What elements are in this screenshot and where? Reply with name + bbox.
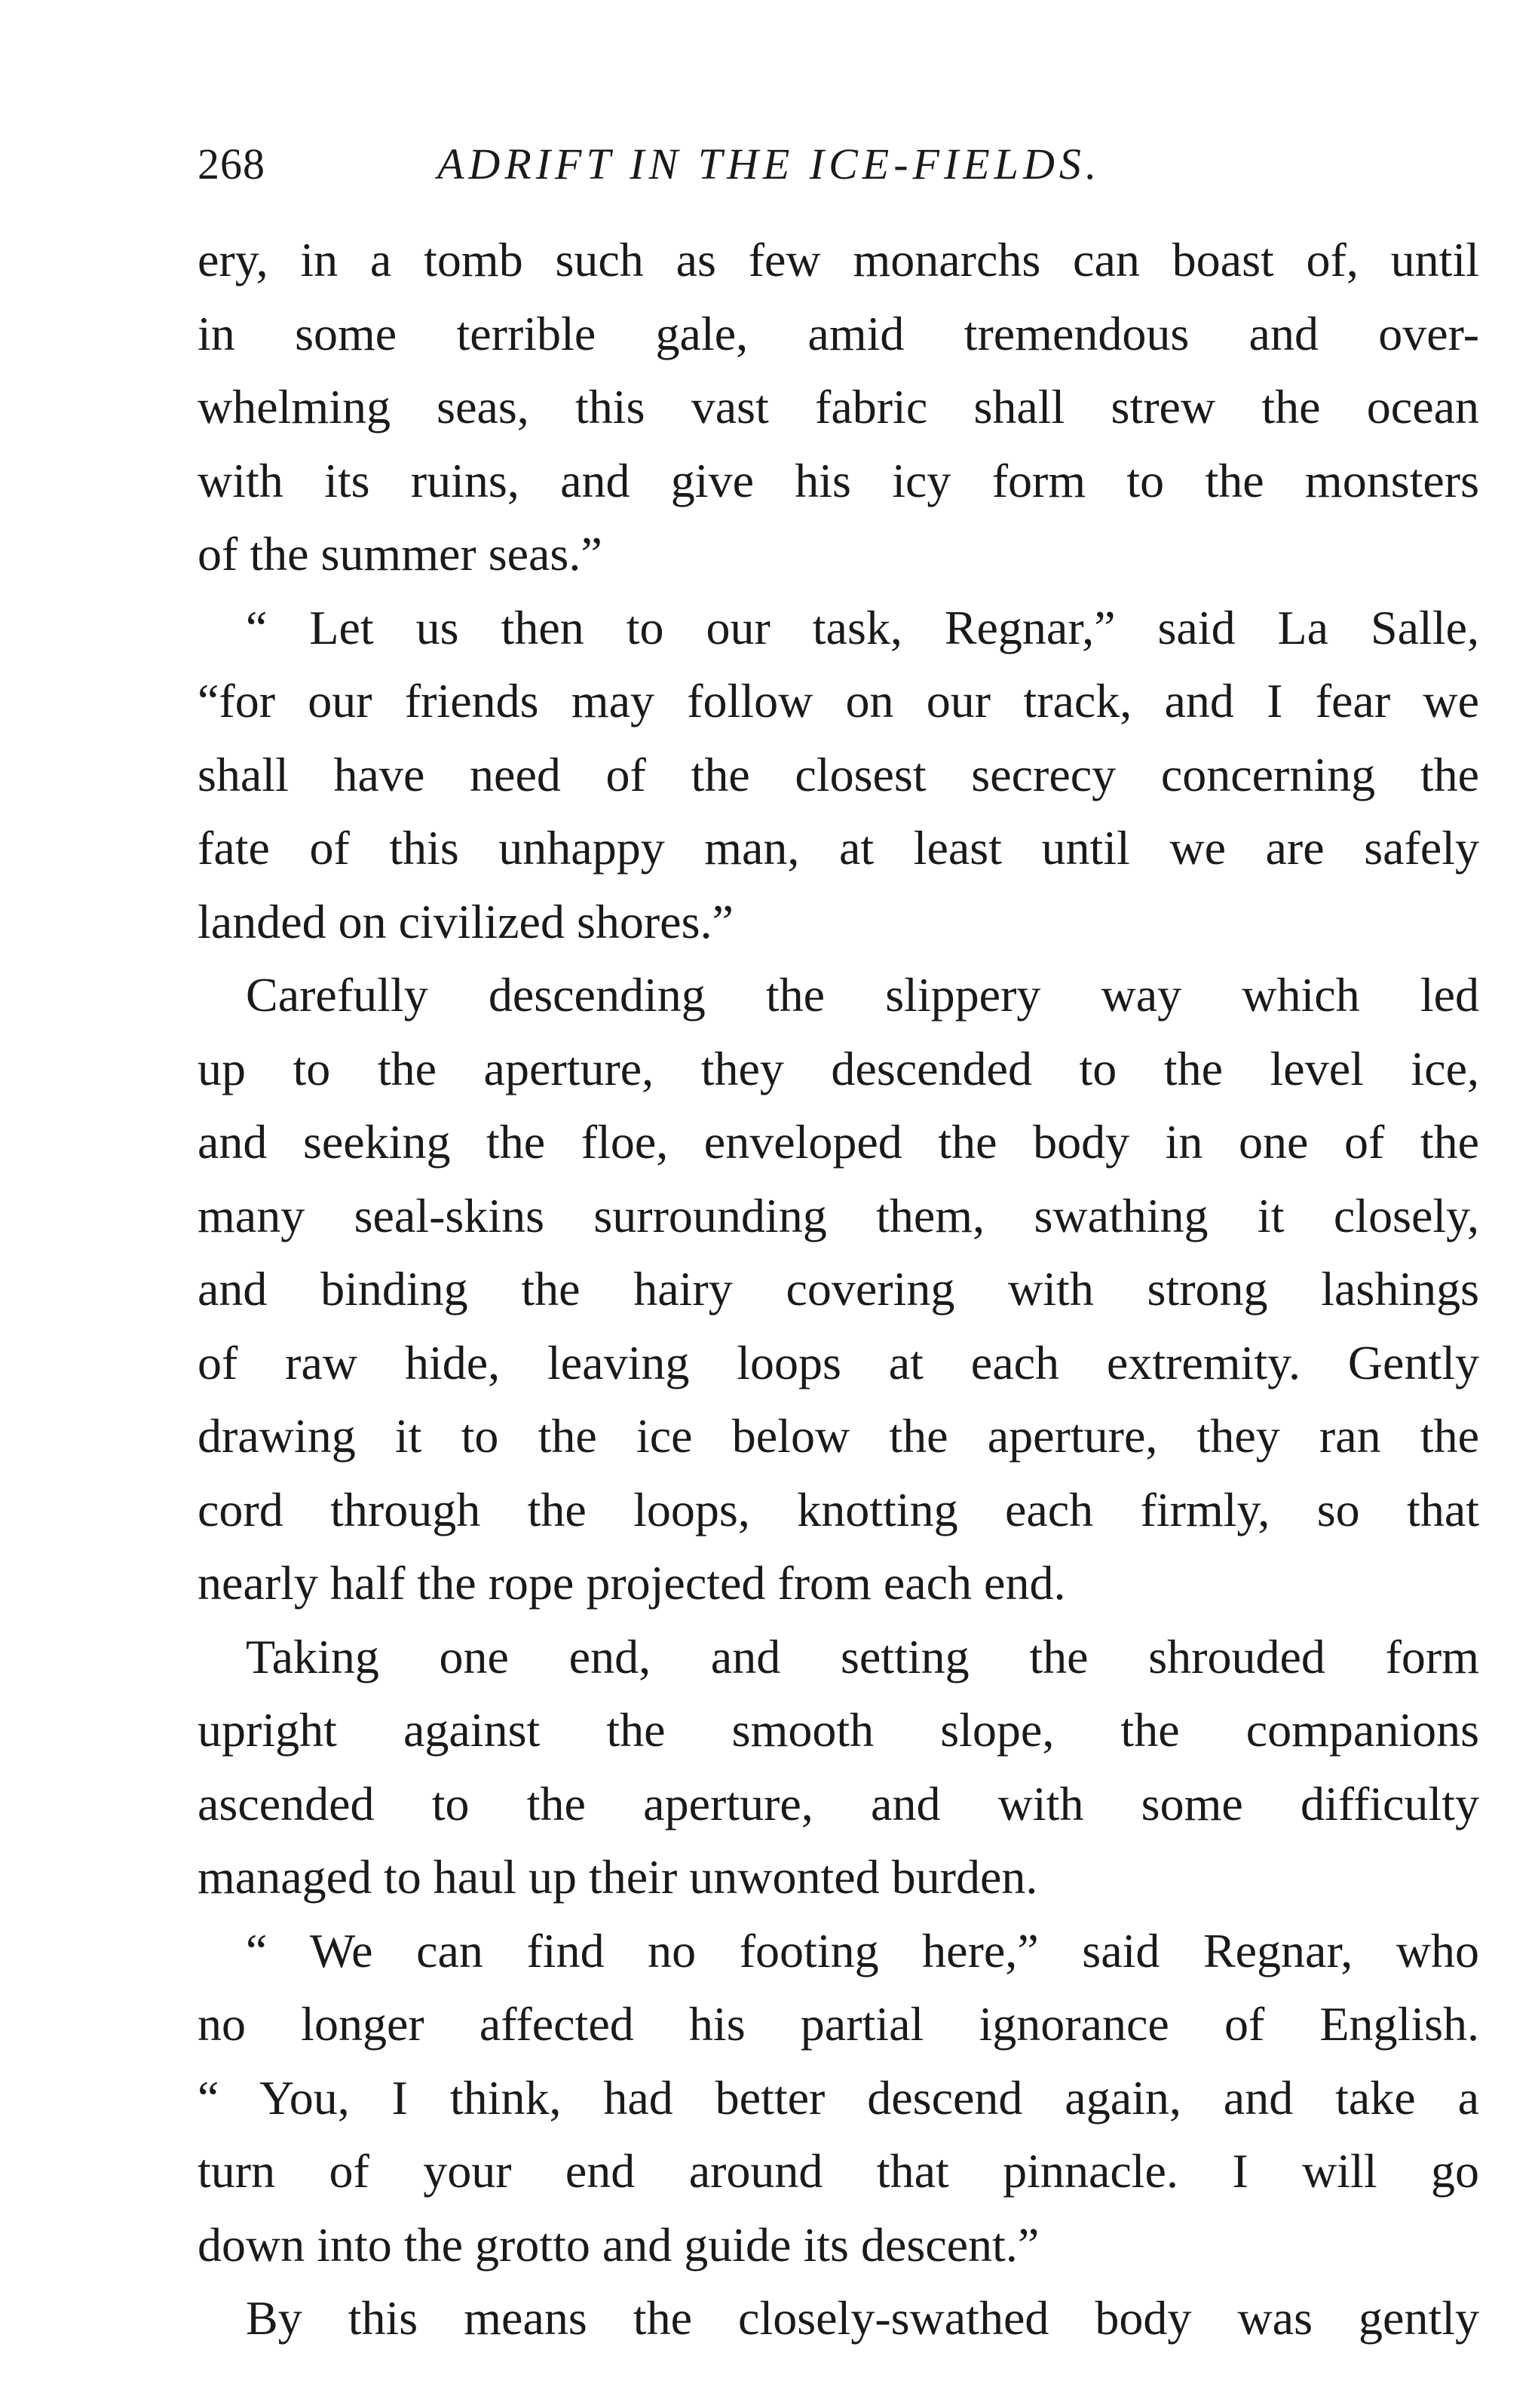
text-line: upright against the smooth slope, the companions [198, 1703, 1479, 1757]
page-number: 268 [198, 139, 265, 188]
text-line: “ Let us then to our task, Regnar,” said La Salle, [246, 600, 1479, 654]
text-line: with its ruins, and give his icy form to the monsters [198, 453, 1479, 507]
text-line: shall have need of the closest secrecy concerning the [198, 747, 1479, 801]
text-line: Taking one end, and setting the shrouded form [246, 1629, 1479, 1683]
text-line: landed on civilized shores.” [198, 894, 734, 948]
text-line: in some terrible gale, amid tremendous and over- [198, 306, 1479, 360]
text-line: down into the grotto and guide its descent.” [198, 2217, 1040, 2272]
text-line: many seal-skins surrounding them, swathing it closely, [198, 1188, 1479, 1242]
text-line: of raw hide, leaving loops at each extremity. Gently [198, 1335, 1479, 1389]
text-line: “ You, I think, had better descend again, and take a [198, 2070, 1479, 2125]
text-line: drawing it to the ice below the aperture, they ran the [198, 1409, 1479, 1463]
text-line: nearly half the rope projected from each end. [198, 1556, 1066, 1610]
body-text [198, 223, 1479, 2355]
text-line: managed to haul up their unwonted burden. [198, 1850, 1038, 1904]
text-line: no longer affected his partial ignorance of English. [198, 1997, 1479, 2051]
text-line: “ We can find no footing here,” said Regnar, who [246, 1923, 1479, 1978]
text-line: ascended to the aperture, and with some difficulty [198, 1776, 1479, 1831]
text-line: “for our friends may follow on our track, and I fear we [198, 674, 1479, 728]
text-line: cord through the loops, knotting each firmly, so that [198, 1482, 1479, 1536]
text-line: whelming seas, this vast fabric shall strew the ocean [198, 380, 1479, 434]
book-page [198, 128, 1479, 2355]
text-line: turn of your end around that pinnacle. I will go [198, 2144, 1479, 2198]
text-line: and seeking the floe, enveloped the body in one of the [198, 1115, 1479, 1169]
text-line: fate of this unhappy man, at least until we are safely [198, 821, 1479, 875]
text-line: up to the aperture, they descended to the level ice, [198, 1041, 1479, 1095]
running-title: ADRIFT IN THE ICE-FIELDS. [437, 139, 1101, 188]
text-line: By this means the closely-swathed body was gently [246, 2291, 1479, 2345]
text-line: of the summer seas.” [198, 527, 602, 581]
text-line: Carefully descending the slippery way which led [246, 968, 1479, 1022]
running-head [198, 128, 1479, 201]
text-line: and binding the hairy covering with strong lashings [198, 1262, 1479, 1316]
text-line: ery, in a tomb such as few monarchs can boast of, until [198, 233, 1479, 286]
